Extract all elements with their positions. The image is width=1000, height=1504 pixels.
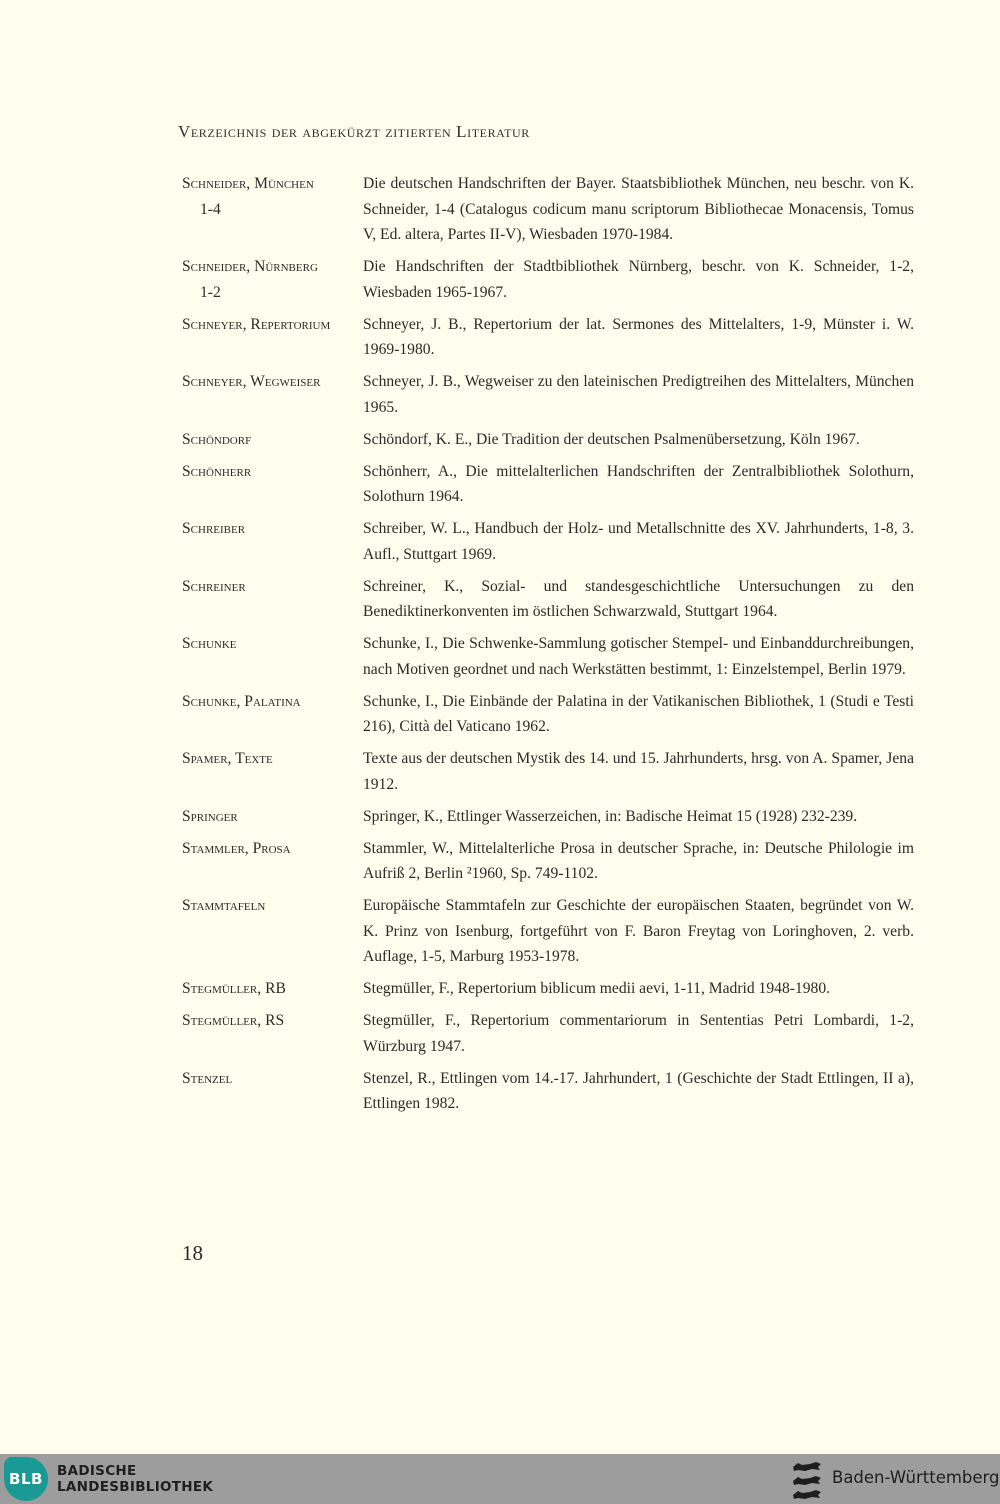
library-name-line1: BADISCHE xyxy=(57,1463,137,1479)
entry-citation: Stegmüller, F., Repertorium commentariorum in Sententias Petri Lombardi, 1-2, Würzburg 1947. xyxy=(363,1012,914,1055)
entry-citation: Schunke, I., Die Einbände der Palatina in der Vatikanischen Bibliothek, 1 (Studi e Testi 216), Città del Vaticano 1962. xyxy=(363,692,914,735)
entry-abbreviation-main: Schneider, Nürnberg xyxy=(182,258,318,275)
entry-abbreviation-main: Stammtafeln xyxy=(182,897,266,914)
bibliography-entry xyxy=(182,369,914,420)
bibliography-entry xyxy=(182,1066,914,1117)
entry-citation: Stegmüller, F., Repertorium biblicum medii aevi, 1-11, Madrid 1948-1980. xyxy=(363,980,831,997)
entry-abbreviation-main: Springer xyxy=(182,807,238,825)
bibliography-entry xyxy=(182,1008,914,1059)
three-lions-crest-icon xyxy=(790,1458,824,1502)
entry-abbreviation xyxy=(182,574,363,625)
bibliography-entry xyxy=(182,312,914,363)
entry-citation: Texte aus der deutschen Mystik des 14. und 15. Jahrhunderts, hrsg. von A. Spamer, Jena 1912. xyxy=(363,750,914,793)
entry-abbreviation xyxy=(182,1066,363,1117)
entry-abbreviation-main: Spamer, Texte xyxy=(182,750,273,767)
library-name-line2: LANDESBIBLIOTHEK xyxy=(57,1479,214,1495)
entry-abbreviation xyxy=(182,893,363,970)
entry-abbreviation-main: Schneyer, Repertorium xyxy=(182,315,331,333)
bibliography-entry xyxy=(182,976,914,1002)
entry-citation: Schunke, I., Die Schwenke-Sammlung gotischer Stempel- und Einbanddurchreibungen, nach Motiven geordnet und nach Werkstätten bestimmt, 1: Einzelstempel, Berlin 1979. xyxy=(363,635,914,678)
entry-citation: Springer, K., Ettlinger Wasserzeichen, in: Badische Heimat 15 (1928) 232-239. xyxy=(363,807,858,825)
entry-citation: Die Handschriften der Stadtbibliothek Nürnberg, beschr. von K. Schneider, 1-2, Wiesbaden 1965-1967. xyxy=(363,258,914,301)
entry-abbreviation xyxy=(182,427,363,453)
entry-abbreviation xyxy=(182,171,363,248)
entry-abbreviation-main: Schreiner xyxy=(182,577,246,595)
entry-abbreviation xyxy=(182,976,363,1002)
entry-abbreviation-main: Stenzel xyxy=(182,1069,233,1087)
bibliography-entry xyxy=(182,171,914,248)
state-name[interactable]: Baden-Württemberg xyxy=(832,1468,1000,1487)
bibliography-entry xyxy=(182,893,914,970)
bibliography-entry xyxy=(182,631,914,682)
entry-abbreviation-main: Schunke xyxy=(182,635,237,652)
entry-abbreviation-main: Stammler, Prosa xyxy=(182,839,291,857)
entry-abbreviation-volumes: 1-2 xyxy=(200,283,221,301)
entry-abbreviation xyxy=(182,631,363,682)
entry-abbreviation xyxy=(182,254,363,305)
entry-abbreviation xyxy=(182,312,363,363)
entry-abbreviation xyxy=(182,369,363,420)
entry-abbreviation-main: Schneider, München xyxy=(182,175,314,192)
entry-abbreviation xyxy=(182,689,363,740)
entry-abbreviation-main: Stegmüller, RS xyxy=(182,1012,285,1029)
bibliography-entry xyxy=(182,574,914,625)
entry-abbreviation-main: Schöndorf xyxy=(182,430,252,448)
entry-citation: Schreiber, W. L., Handbuch der Holz- und Metallschnitte des XV. Jahrhunderts, 1-8, 3. Aufl., Stuttgart 1969. xyxy=(363,520,914,563)
entry-citation: Schneyer, J. B., Repertorium der lat. Sermones des Mittelalters, 1-9, Münster i. W. 1969-1980. xyxy=(363,315,914,358)
bibliography-entry xyxy=(182,427,914,453)
entry-citation: Schreiner, K., Sozial- und standesgeschichtliche Untersuchungen zu den Benediktinerkonventen im östlichen Schwarzwald, Stuttgart 1964. xyxy=(363,577,914,620)
entry-citation: Schneyer, J. B., Wegweiser zu den lateinischen Predigtreihen des Mittelalters, München 1965. xyxy=(363,373,914,416)
entry-citation: Schöndorf, K. E., Die Tradition der deutschen Psalmenübersetzung, Köln 1967. xyxy=(363,430,860,448)
entry-citation: Stenzel, R., Ettlingen vom 14.-17. Jahrhundert, 1 (Geschichte der Stadt Ettlingen, II a), Ettlingen 1982. xyxy=(363,1069,914,1112)
footer-bar xyxy=(0,1454,1000,1504)
entry-abbreviation-volumes: 1-4 xyxy=(200,200,221,218)
entry-citation: Schönherr, A., Die mittelalterlichen Handschriften der Zentralbibliothek Solothurn, Solothurn 1964. xyxy=(363,462,914,505)
bibliography-list xyxy=(182,171,914,1123)
page-heading: Verzeichnis der abgekürzt zitierten Literatur xyxy=(178,122,530,141)
entry-citation: Europäische Stammtafeln zur Geschichte der europäischen Staaten, begründet von W. K. Prinz von Isenburg, fortgeführt von F. Baron Freytag von Loringhoven, 2. verb. Auflage, 1-5, Marburg 1953-1978. xyxy=(363,897,914,965)
entry-abbreviation-main: Stegmüller, RB xyxy=(182,980,286,997)
entry-citation: Stammler, W., Mittelalterliche Prosa in deutscher Sprache, in: Deutsche Philologie im Aufriß 2, Berlin ²1960, Sp. 749-1102. xyxy=(363,839,914,882)
entry-abbreviation xyxy=(182,804,363,830)
entry-citation: Die deutschen Handschriften der Bayer. Staatsbibliothek München, neu beschr. von K. Schneider, 1-4 (Catalogus codicum manu scriptorum Bibliothecae Monacensis, Tomus V, Ed. altera, Partes II-V), Wiesbaden 1970-1984. xyxy=(363,175,914,243)
bibliography-entry xyxy=(182,836,914,887)
blb-logo-icon[interactable]: BLB xyxy=(4,1457,48,1501)
entry-abbreviation xyxy=(182,516,363,567)
entry-abbreviation xyxy=(182,836,363,887)
bibliography-entry xyxy=(182,804,914,830)
library-name[interactable] xyxy=(57,1463,213,1495)
page-number: 18 xyxy=(182,1241,203,1265)
entry-abbreviation-main: Schreiber xyxy=(182,520,246,537)
entry-abbreviation-main: Schönherr xyxy=(182,462,252,480)
entry-abbreviation-main: Schunke, Palatina xyxy=(182,692,301,710)
bibliography-entry xyxy=(182,516,914,567)
bibliography-entry xyxy=(182,459,914,510)
entry-abbreviation-main: Schneyer, Wegweiser xyxy=(182,373,321,390)
entry-abbreviation xyxy=(182,1008,363,1059)
entry-abbreviation xyxy=(182,459,363,510)
entry-abbreviation xyxy=(182,746,363,797)
bibliography-entry xyxy=(182,254,914,305)
bibliography-entry xyxy=(182,746,914,797)
bibliography-entry xyxy=(182,689,914,740)
